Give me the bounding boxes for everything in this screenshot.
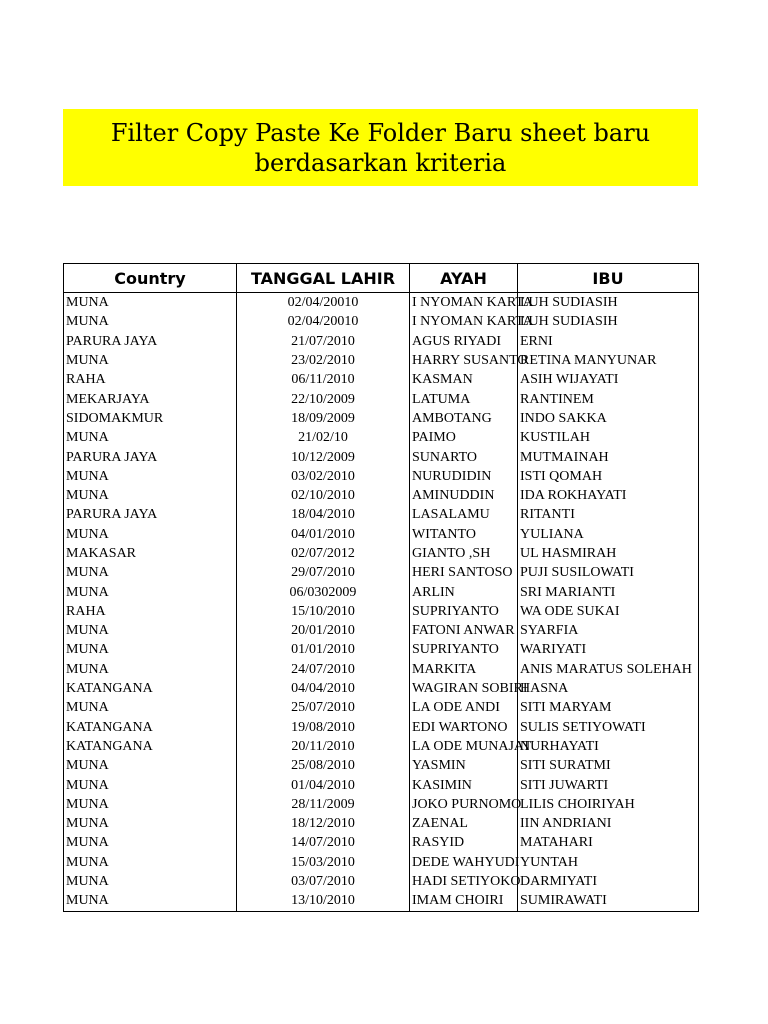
table-row bbox=[64, 447, 699, 466]
cell-ayah: SUPRIYANTO bbox=[410, 640, 518, 659]
cell-tanggal-lahir: 03/02/2010 bbox=[237, 467, 410, 486]
cell-country: MUNA bbox=[64, 814, 237, 833]
cell-tanggal-lahir: 21/07/2010 bbox=[237, 332, 410, 351]
table-row bbox=[64, 853, 699, 872]
table-row bbox=[64, 775, 699, 794]
cell-country: MUNA bbox=[64, 293, 237, 313]
cell-ayah: LA ODE ANDI bbox=[410, 698, 518, 717]
cell-country: MUNA bbox=[64, 853, 237, 872]
cell-ayah: DEDE WAHYUDI bbox=[410, 853, 518, 872]
cell-tanggal-lahir: 28/11/2009 bbox=[237, 795, 410, 814]
cell-ibu: MUTMAINAH bbox=[518, 447, 699, 466]
cell-country: MUNA bbox=[64, 351, 237, 370]
cell-tanggal-lahir: 20/01/2010 bbox=[237, 621, 410, 640]
cell-country: MUNA bbox=[64, 525, 237, 544]
cell-ayah: YASMIN bbox=[410, 756, 518, 775]
table-row bbox=[64, 505, 699, 524]
cell-country: MUNA bbox=[64, 428, 237, 447]
cell-country: KATANGANA bbox=[64, 737, 237, 756]
cell-country: PARURA JAYA bbox=[64, 447, 237, 466]
table-row bbox=[64, 467, 699, 486]
cell-ayah: KASMAN bbox=[410, 370, 518, 389]
cell-ibu: WARIYATI bbox=[518, 640, 699, 659]
cell-ayah: PAIMO bbox=[410, 428, 518, 447]
cell-ibu: INDO SAKKA bbox=[518, 409, 699, 428]
table-row bbox=[64, 814, 699, 833]
cell-tanggal-lahir: 25/07/2010 bbox=[237, 698, 410, 717]
cell-tanggal-lahir: 21/02/10 bbox=[237, 428, 410, 447]
cell-tanggal-lahir: 19/08/2010 bbox=[237, 718, 410, 737]
cell-ayah: KASIMIN bbox=[410, 775, 518, 794]
cell-ayah: SUNARTO bbox=[410, 447, 518, 466]
cell-ayah: AGUS RIYADI bbox=[410, 332, 518, 351]
cell-tanggal-lahir: 06/0302009 bbox=[237, 582, 410, 601]
cell-ayah: AMBOTANG bbox=[410, 409, 518, 428]
cell-ibu: SITI SURATMI bbox=[518, 756, 699, 775]
cell-country: MUNA bbox=[64, 486, 237, 505]
cell-ibu: IIN ANDRIANI bbox=[518, 814, 699, 833]
header-ibu: IBU bbox=[518, 264, 699, 293]
cell-ibu: SITI JUWARTI bbox=[518, 775, 699, 794]
cell-ayah: I NYOMAN KARTA bbox=[410, 293, 518, 313]
cell-ibu: RITANTI bbox=[518, 505, 699, 524]
cell-ibu: SRI MARIANTI bbox=[518, 582, 699, 601]
header-tanggal-lahir: TANGGAL LAHIR bbox=[237, 264, 410, 293]
table-row bbox=[64, 660, 699, 679]
cell-tanggal-lahir: 03/07/2010 bbox=[237, 872, 410, 891]
cell-ayah: HADI SETIYOKO bbox=[410, 872, 518, 891]
cell-ayah: ZAENAL bbox=[410, 814, 518, 833]
cell-tanggal-lahir: 15/10/2010 bbox=[237, 602, 410, 621]
cell-country: MUNA bbox=[64, 833, 237, 852]
cell-ibu: SYARFIA bbox=[518, 621, 699, 640]
cell-tanggal-lahir: 25/08/2010 bbox=[237, 756, 410, 775]
cell-ibu: ERNI bbox=[518, 332, 699, 351]
cell-ibu: HASNA bbox=[518, 679, 699, 698]
cell-ayah: WAGIRAN SOBIRI bbox=[410, 679, 518, 698]
cell-country: MUNA bbox=[64, 698, 237, 717]
cell-country: MUNA bbox=[64, 775, 237, 794]
cell-tanggal-lahir: 02/04/20010 bbox=[237, 312, 410, 331]
cell-tanggal-lahir: 13/10/2010 bbox=[237, 891, 410, 911]
cell-tanggal-lahir: 04/04/2010 bbox=[237, 679, 410, 698]
header-ayah: AYAH bbox=[410, 264, 518, 293]
cell-tanggal-lahir: 18/12/2010 bbox=[237, 814, 410, 833]
cell-tanggal-lahir: 02/07/2012 bbox=[237, 544, 410, 563]
cell-tanggal-lahir: 23/02/2010 bbox=[237, 351, 410, 370]
cell-tanggal-lahir: 15/03/2010 bbox=[237, 853, 410, 872]
cell-ibu: NURHAYATI bbox=[518, 737, 699, 756]
cell-tanggal-lahir: 18/04/2010 bbox=[237, 505, 410, 524]
cell-tanggal-lahir: 04/01/2010 bbox=[237, 525, 410, 544]
cell-ayah: LATUMA bbox=[410, 389, 518, 408]
cell-ayah: LASALAMU bbox=[410, 505, 518, 524]
cell-ayah: I NYOMAN KARTA bbox=[410, 312, 518, 331]
cell-country: MUNA bbox=[64, 312, 237, 331]
cell-ayah: AMINUDDIN bbox=[410, 486, 518, 505]
cell-tanggal-lahir: 10/12/2009 bbox=[237, 447, 410, 466]
cell-ibu: ASIH WIJAYATI bbox=[518, 370, 699, 389]
title-banner bbox=[63, 109, 698, 186]
cell-tanggal-lahir: 01/01/2010 bbox=[237, 640, 410, 659]
table-row bbox=[64, 428, 699, 447]
table-row bbox=[64, 795, 699, 814]
table-row bbox=[64, 833, 699, 852]
cell-ayah: WITANTO bbox=[410, 525, 518, 544]
cell-ibu: SULIS SETIYOWATI bbox=[518, 718, 699, 737]
cell-ayah: NURUDIDIN bbox=[410, 467, 518, 486]
cell-ibu: MATAHARI bbox=[518, 833, 699, 852]
cell-ibu: RETINA MANYUNAR bbox=[518, 351, 699, 370]
cell-ayah: SUPRIYANTO bbox=[410, 602, 518, 621]
table-row bbox=[64, 582, 699, 601]
table-row bbox=[64, 563, 699, 582]
cell-tanggal-lahir: 22/10/2009 bbox=[237, 389, 410, 408]
title-line-1: Filter Copy Paste Ke Folder Baru sheet baru bbox=[110, 118, 651, 147]
header-row bbox=[64, 264, 699, 293]
table-row bbox=[64, 293, 699, 313]
cell-ibu: IDA ROKHAYATI bbox=[518, 486, 699, 505]
cell-country: MUNA bbox=[64, 795, 237, 814]
table-row bbox=[64, 312, 699, 331]
table-row bbox=[64, 602, 699, 621]
table-row bbox=[64, 486, 699, 505]
cell-country: KATANGANA bbox=[64, 679, 237, 698]
cell-tanggal-lahir: 24/07/2010 bbox=[237, 660, 410, 679]
cell-country: MUNA bbox=[64, 467, 237, 486]
cell-country: MUNA bbox=[64, 891, 237, 911]
cell-country: SIDOMAKMUR bbox=[64, 409, 237, 428]
cell-tanggal-lahir: 01/04/2010 bbox=[237, 775, 410, 794]
cell-ibu: SUMIRAWATI bbox=[518, 891, 699, 911]
cell-country: RAHA bbox=[64, 602, 237, 621]
cell-country: PARURA JAYA bbox=[64, 505, 237, 524]
table-row bbox=[64, 756, 699, 775]
cell-country: MEKARJAYA bbox=[64, 389, 237, 408]
cell-tanggal-lahir: 18/09/2009 bbox=[237, 409, 410, 428]
table-row bbox=[64, 389, 699, 408]
data-table bbox=[63, 263, 699, 912]
cell-ayah: LA ODE MUNAJAT bbox=[410, 737, 518, 756]
cell-country: MUNA bbox=[64, 660, 237, 679]
table-row bbox=[64, 698, 699, 717]
cell-tanggal-lahir: 29/07/2010 bbox=[237, 563, 410, 582]
cell-ibu: LILIS CHOIRIYAH bbox=[518, 795, 699, 814]
cell-ibu: RANTINEM bbox=[518, 389, 699, 408]
table-row bbox=[64, 679, 699, 698]
cell-ibu: UL HASMIRAH bbox=[518, 544, 699, 563]
cell-tanggal-lahir: 02/10/2010 bbox=[237, 486, 410, 505]
table-row bbox=[64, 525, 699, 544]
cell-country: RAHA bbox=[64, 370, 237, 389]
table-row bbox=[64, 718, 699, 737]
cell-country: MUNA bbox=[64, 621, 237, 640]
cell-ibu: ANIS MARATUS SOLEHAH bbox=[518, 660, 699, 679]
table-row bbox=[64, 332, 699, 351]
cell-ayah: HERI SANTOSO bbox=[410, 563, 518, 582]
cell-tanggal-lahir: 20/11/2010 bbox=[237, 737, 410, 756]
cell-country: MUNA bbox=[64, 640, 237, 659]
header-country: Country bbox=[64, 264, 237, 293]
cell-country: MUNA bbox=[64, 582, 237, 601]
cell-ayah: FATONI ANWAR bbox=[410, 621, 518, 640]
cell-ayah: EDI WARTONO bbox=[410, 718, 518, 737]
cell-ibu: LUH SUDIASIH bbox=[518, 293, 699, 313]
cell-ayah: MARKITA bbox=[410, 660, 518, 679]
cell-ibu: PUJI SUSILOWATI bbox=[518, 563, 699, 582]
cell-ayah: HARRY SUSANTO bbox=[410, 351, 518, 370]
table-row bbox=[64, 872, 699, 891]
table-row bbox=[64, 737, 699, 756]
table-row bbox=[64, 409, 699, 428]
cell-country: KATANGANA bbox=[64, 718, 237, 737]
cell-country: MUNA bbox=[64, 563, 237, 582]
cell-ayah: JOKO PURNOMO bbox=[410, 795, 518, 814]
table-body bbox=[64, 293, 699, 912]
table-row bbox=[64, 544, 699, 563]
cell-ibu: DARMIYATI bbox=[518, 872, 699, 891]
cell-ayah: ARLIN bbox=[410, 582, 518, 601]
cell-tanggal-lahir: 14/07/2010 bbox=[237, 833, 410, 852]
cell-tanggal-lahir: 06/11/2010 bbox=[237, 370, 410, 389]
cell-country: MUNA bbox=[64, 756, 237, 775]
cell-ibu: LUH SUDIASIH bbox=[518, 312, 699, 331]
cell-tanggal-lahir: 02/04/20010 bbox=[237, 293, 410, 313]
cell-ayah: RASYID bbox=[410, 833, 518, 852]
cell-ibu: ISTI QOMAH bbox=[518, 467, 699, 486]
cell-country: PARURA JAYA bbox=[64, 332, 237, 351]
cell-ibu: WA ODE SUKAI bbox=[518, 602, 699, 621]
table-row bbox=[64, 891, 699, 911]
cell-ibu: KUSTILAH bbox=[518, 428, 699, 447]
table-row bbox=[64, 621, 699, 640]
title-line-2: berdasarkan kriteria bbox=[254, 148, 507, 177]
table-row bbox=[64, 640, 699, 659]
cell-ibu: YUNTAH bbox=[518, 853, 699, 872]
cell-country: MAKASAR bbox=[64, 544, 237, 563]
cell-ayah: IMAM CHOIRI bbox=[410, 891, 518, 911]
cell-ayah: GIANTO ,SH bbox=[410, 544, 518, 563]
cell-country: MUNA bbox=[64, 872, 237, 891]
table-row bbox=[64, 370, 699, 389]
cell-ibu: SITI MARYAM bbox=[518, 698, 699, 717]
table-row bbox=[64, 351, 699, 370]
cell-ibu: YULIANA bbox=[518, 525, 699, 544]
